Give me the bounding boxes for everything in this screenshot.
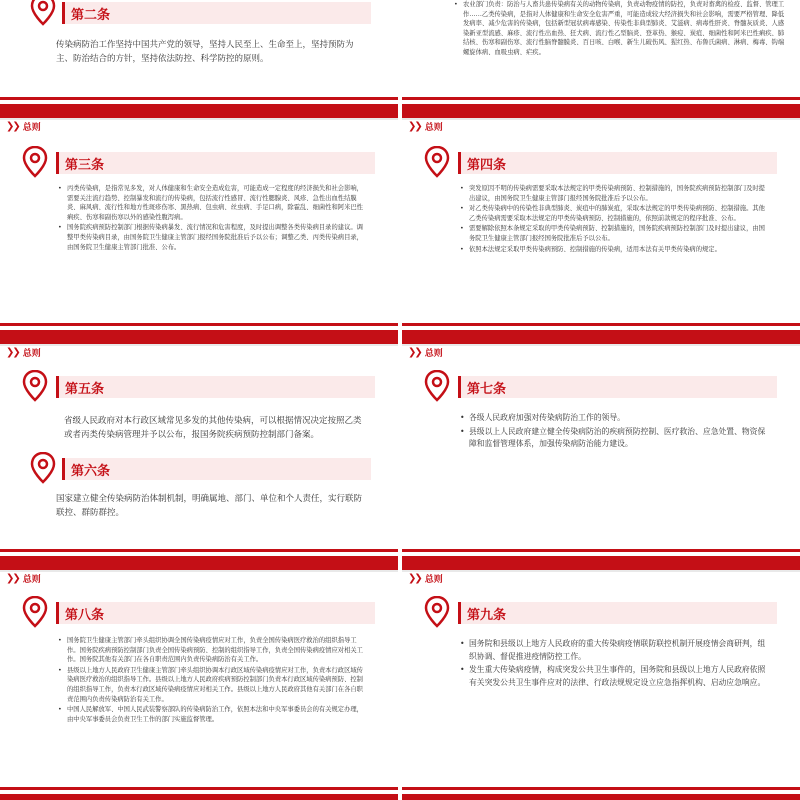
article-title: 第九条 [467,607,507,623]
bullet-item: • 依照本法规定采取甲类传染病预防、控制措施的传染病，适用本法有关甲类传染病的规定。 [466,245,766,255]
article-title: 第三条 [65,157,105,173]
article-bullets [458,412,766,452]
bullet-item: • 需要解除依照本条规定采取的甲类传染病预防、控制措施的，国务院疾病预防控制部门及时提出建议，由国务院卫生健康主管部门报经国务院批准后予以公布。 [466,224,766,243]
slide-article-5-6 [0,330,398,552]
slide-article-3 [0,104,398,326]
article-title-box [458,602,777,624]
slide-bottom-bar [0,323,398,326]
bullet-item: • 国务院卫生健康主管部门牵头组织协调全国传染病疫情应对工作，负责全国传染病医疗救治的组织指导工作。国务院疾病预防控制部门负责全国传染病预防、控制的组织指导工作，负责全国传染病疫情应对相关工作。国务院其他有关部门在各自职责范围内负责传染病防治有关工作。 [64,636,364,665]
bullet-item: • 突发原因不明的传染病需要采取本法规定的甲类传染病预防、控制措施的，国务院疾病预防控制部门及时提出建议，由国务院卫生健康主管部门报经国务院批准后予以公布。 [466,184,766,203]
bullet-item: • 对乙类传染病中的传染性非典型肺炎、炭疽中的肺炭疽，采取本法规定的甲类传染病预防、控制措施。其他乙类传染病需要采取本法规定的甲类传染病预防、控制措施的，依照前款规定的程序批准、公布。 [466,204,766,223]
bullet-item: • 国务院和县级以上地方人民政府的重大传染病疫情联防联控机制开展疫情会商研判，组织协调、督促推进疫情防控工作。 [466,638,766,663]
slide-bottom-bar [402,787,800,790]
slide-next-right [402,794,800,800]
slide-article-9 [402,556,800,790]
article-title-box [62,458,371,480]
article-title-box [62,2,371,24]
slide-article-4 [402,104,800,326]
location-pin-icon [30,0,56,26]
article-bullets [458,638,766,690]
slide-top-bar [0,330,398,344]
section-title: 总则 [424,348,443,359]
article-title-box [56,376,375,398]
article-title: 第四条 [467,157,507,173]
article-bullets [56,184,364,253]
double-chevron-icon: ❯❯ [6,346,19,358]
slide-article-8 [0,556,398,790]
location-pin-icon [22,370,48,402]
article-bullets [452,0,790,59]
article-title-box [56,602,375,624]
slide-top-bar [0,556,398,570]
article-title-box [458,376,777,398]
bullet-item: • 发生重大传染病疫情，构成突发公共卫生事件的，国务院和县级以上地方人民政府依照有关突发公共卫生事件应对的法律、行政法规规定设立应急指挥机构、启动应急响应。 [466,664,766,689]
location-pin-icon [22,596,48,628]
bullet-item: • 丙类传染病，是指常见多发，对人体健康和生命安全造成危害，可能造成一定程度的经济损失和社会影响，需要关注流行趋势、控制暴发和流行的传染病，包括流行性感冒、流行性腮腺炎、风疹、急性出血性结膜炎、麻风病、流行性和地方性斑疹伤寒、黑热病、包虫病、丝虫病、手足口病，除霍乱、细菌性和阿米巴性痢疾、伤寒和副伤寒以外的感染性腹泻病。 [64,184,364,222]
article-body: 国家建立健全传染病防治体制机制，明确属地、部门、单位和个人责任，实行联防联控、群防群控。 [56,494,363,518]
section-header [402,570,443,586]
bullet-item: • 各级人民政府加强对传染病防治工作的领导。 [466,412,766,425]
section-header [402,118,443,134]
bullet-item: • 县级以上人民政府建立健全传染病防治的疾病预防控制、医疗救治、应急处置、物资保障和监督管理体系，加强传染病防治能力建设。 [466,426,766,451]
article-bullets [56,636,364,725]
double-chevron-icon: ❯❯ [408,120,421,132]
slide-bottom-bar [0,549,398,552]
double-chevron-icon: ❯❯ [408,572,421,584]
location-pin-icon [424,596,450,628]
location-pin-icon [424,370,450,402]
slide-top-bar [0,104,398,118]
article-title-box [56,152,375,174]
slide-bottom-bar [402,97,800,100]
bullet-item: • 农业部门负责：防治与人畜共患传染病有关的动物传染病，负责动物疫情的防控，负责对畜禽的检疫、监督、管理工作……乙类传染病，是指对人体健康和生命安全危害严重，可能造成较大经济损失和社会影响，需要严格管理、降低发病率、减少危害的传染病，包括新型冠状病毒感染、传染性非典型肺炎、艾滋病、病毒性肝炎、脊髓灰质炎、人感染新亚型流感、麻疹、流行性出血热、狂犬病、流行性乙型脑炎、登革热、猴痘、炭疽、细菌性和阿米巴性痢疾、肺结核、伤寒和副伤寒、流行性脑脊髓膜炎、百日咳、白喉、新生儿破伤风、猩红热、布鲁氏菌病、淋病、梅毒、钩端螺旋体病、血吸虫病、疟疾。 [460,0,790,58]
section-header [0,570,41,586]
location-pin-icon [424,146,450,178]
slide-top-bar [402,794,800,800]
double-chevron-icon: ❯❯ [6,572,19,584]
slide-top-bar [402,330,800,344]
article-title: 第五条 [65,381,105,397]
bullet-item: • 国务院疾病预防控制部门根据传染病暴发、流行情况和危害程度，及时提出调整各类传染病目录的建议。调整甲类传染病目录，由国务院卫生健康主管部门报经国务院批准后予以公布；调整乙类、丙类传染病目录，由国务院卫生健康主管部门批准、公布。 [64,223,364,252]
location-pin-icon [22,146,48,178]
article-body: 省级人民政府对本行政区域常见多发的其他传染病，可以根据情况决定按照乙类或者丙类传染病管理并予以公布，报国务院疾病预防控制部门备案。 [64,416,362,440]
section-header [0,344,41,360]
slide-article-3-continued [402,0,800,100]
article-title: 第六条 [71,463,111,479]
slide-top-bar [402,104,800,118]
slide-top-bar [0,794,398,800]
article-title: 第二条 [71,7,111,23]
location-pin-icon [30,452,56,484]
double-chevron-icon: ❯❯ [408,346,421,358]
article-title: 第八条 [65,607,105,623]
section-title: 总则 [22,348,41,359]
article-title: 第七条 [467,381,507,397]
section-title: 总则 [424,574,443,585]
article-title-box [458,152,777,174]
slide-article-2 [0,0,398,100]
section-title: 总则 [22,574,41,585]
article-body: 传染病防治工作坚持中国共产党的领导，坚持人民至上、生命至上，坚持预防为主、防治结合的方针，坚持依法防控、科学防控的原则。 [56,40,354,64]
slide-bottom-bar [0,787,398,790]
slide-top-bar [402,556,800,570]
section-title: 总则 [22,122,41,133]
section-title: 总则 [424,122,443,133]
article-bullets [458,184,766,255]
section-header [402,344,443,360]
slide-bottom-bar [0,97,398,100]
slide-next-left [0,794,398,800]
double-chevron-icon: ❯❯ [6,120,19,132]
slide-bottom-bar [402,549,800,552]
bullet-item: • 中国人民解放军、中国人民武装警察部队的传染病防治工作，依照本法和中央军事委员会的有关规定办理，由中央军事委员会负责卫生工作的部门实施监督管理。 [64,705,364,724]
slide-bottom-bar [402,323,800,326]
slide-article-7 [402,330,800,552]
bullet-item: • 县级以上地方人民政府卫生健康主管部门牵头组织协调本行政区域传染病疫情应对工作，负责本行政区域传染病医疗救治的组织指导工作。县级以上地方人民政府疾病预防控制部门负责本行政区域传染病预防、控制的组织指导工作，负责本行政区域传染病疫情应对相关工作。县级以上地方人民政府其他有关部门在各自职责范围内负责传染病防治有关工作。 [64,666,364,704]
section-header [0,118,41,134]
